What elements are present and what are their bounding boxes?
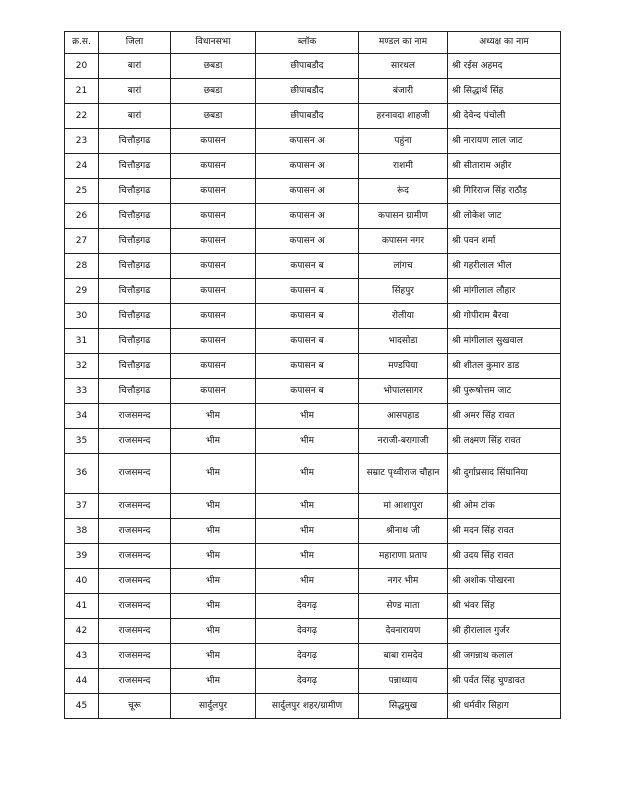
- president-cell: श्री ओम टांक: [448, 494, 561, 519]
- serial-cell: 28: [65, 254, 99, 279]
- mandal-cell: सिंहपुर: [359, 279, 448, 304]
- header-mandal-name: मण्डल का नाम: [359, 32, 448, 54]
- president-cell: श्री लक्ष्मण सिंह रावत: [448, 429, 561, 454]
- serial-cell: 37: [65, 494, 99, 519]
- district-cell: राजसमन्द: [99, 429, 171, 454]
- district-cell: चित्तौड़गढ: [99, 204, 171, 229]
- president-cell: श्री पर्वत सिंह चुण्डावत: [448, 669, 561, 694]
- mandal-cell: सेण्ड माता: [359, 594, 448, 619]
- mandal-cell: देवनारायण: [359, 619, 448, 644]
- serial-cell: 36: [65, 454, 99, 494]
- assembly-cell: कपासन: [171, 379, 256, 404]
- table-row: [65, 154, 561, 179]
- serial-cell: 23: [65, 129, 99, 154]
- mandal-cell: बंजारी: [359, 79, 448, 104]
- header-row: [65, 32, 561, 54]
- header-president-name: अध्यक्ष का नाम: [448, 32, 561, 54]
- mandal-cell: राशमी: [359, 154, 448, 179]
- serial-cell: 32: [65, 354, 99, 379]
- block-cell: भीम: [256, 429, 359, 454]
- serial-cell: 43: [65, 644, 99, 669]
- district-cell: राजसमन्द: [99, 594, 171, 619]
- president-cell: श्री जगन्नाथ कलाल: [448, 644, 561, 669]
- president-cell: श्री भंवर सिंह: [448, 594, 561, 619]
- assembly-cell: कपासन: [171, 179, 256, 204]
- mandal-cell: भादसोडा: [359, 329, 448, 354]
- block-cell: कपासन अ: [256, 229, 359, 254]
- block-cell: भीम: [256, 454, 359, 494]
- block-cell: कपासन अ: [256, 154, 359, 179]
- president-cell: श्री मांगीलाल सुखवाल: [448, 329, 561, 354]
- serial-cell: 41: [65, 594, 99, 619]
- mandal-cell: पहुंना: [359, 129, 448, 154]
- table-row: [65, 54, 561, 79]
- assembly-cell: कपासन: [171, 304, 256, 329]
- table-row: [65, 104, 561, 129]
- mandal-cell: मां आशापुरा: [359, 494, 448, 519]
- block-cell: भीम: [256, 494, 359, 519]
- table-row: [65, 404, 561, 429]
- president-cell: श्री गोपीराम बैरवा: [448, 304, 561, 329]
- table-row: [65, 594, 561, 619]
- assembly-cell: भीम: [171, 519, 256, 544]
- mandal-cell: कपासन ग्रामीण: [359, 204, 448, 229]
- assembly-cell: कपासन: [171, 129, 256, 154]
- district-cell: चित्तौड़गढ: [99, 279, 171, 304]
- serial-cell: 20: [65, 54, 99, 79]
- serial-cell: 24: [65, 154, 99, 179]
- assembly-cell: भीम: [171, 494, 256, 519]
- assembly-cell: कपासन: [171, 254, 256, 279]
- district-cell: चित्तौड़गढ: [99, 129, 171, 154]
- assembly-cell: सार्दुलपुर: [171, 694, 256, 719]
- table-row: [65, 379, 561, 404]
- block-cell: देवगढ़: [256, 619, 359, 644]
- president-cell: श्री सिद्धार्थ सिंह: [448, 79, 561, 104]
- block-cell: भीम: [256, 519, 359, 544]
- president-cell: श्री मांगीलाल लौहार: [448, 279, 561, 304]
- block-cell: देवगढ़: [256, 644, 359, 669]
- serial-cell: 44: [65, 669, 99, 694]
- assembly-cell: कपासन: [171, 154, 256, 179]
- assembly-cell: भीम: [171, 429, 256, 454]
- president-cell: श्री धर्मवीर सिहाग: [448, 694, 561, 719]
- block-cell: कपासन अ: [256, 129, 359, 154]
- block-cell: कपासन ब: [256, 329, 359, 354]
- table-row: [65, 304, 561, 329]
- district-cell: चित्तौड़गढ: [99, 154, 171, 179]
- header-district: जिला: [99, 32, 171, 54]
- mandal-cell: सारथल: [359, 54, 448, 79]
- block-cell: भीम: [256, 404, 359, 429]
- table-row: [65, 519, 561, 544]
- block-cell: देवगढ़: [256, 594, 359, 619]
- president-cell: श्री शीतल कुमार डाड: [448, 354, 561, 379]
- block-cell: कपासन ब: [256, 379, 359, 404]
- district-cell: चित्तौड़गढ: [99, 354, 171, 379]
- mandal-cell: कपासन नगर: [359, 229, 448, 254]
- serial-cell: 26: [65, 204, 99, 229]
- serial-cell: 35: [65, 429, 99, 454]
- president-cell: श्री गिरिराज सिंह राठौड़: [448, 179, 561, 204]
- table-row: [65, 254, 561, 279]
- assembly-cell: कपासन: [171, 229, 256, 254]
- block-cell: कपासन अ: [256, 204, 359, 229]
- serial-cell: 33: [65, 379, 99, 404]
- assembly-cell: भीम: [171, 669, 256, 694]
- mandal-cell: आसपहाड: [359, 404, 448, 429]
- assembly-cell: भीम: [171, 619, 256, 644]
- district-cell: राजसमन्द: [99, 619, 171, 644]
- mandal-cell: महाराणा प्रताप: [359, 544, 448, 569]
- president-cell: श्री देवेन्द पंचोली: [448, 104, 561, 129]
- serial-cell: 30: [65, 304, 99, 329]
- serial-cell: 31: [65, 329, 99, 354]
- mandal-cell: सिद्धमुख: [359, 694, 448, 719]
- assembly-cell: कपासन: [171, 354, 256, 379]
- table-row: [65, 129, 561, 154]
- mandal-cell: पन्नाध्याय: [359, 669, 448, 694]
- serial-cell: 38: [65, 519, 99, 544]
- district-cell: राजसमन्द: [99, 569, 171, 594]
- president-cell: श्री रईस अहमद: [448, 54, 561, 79]
- mandal-cell: भोपालसागर: [359, 379, 448, 404]
- district-cell: बारां: [99, 79, 171, 104]
- district-cell: चित्तौड़गढ: [99, 229, 171, 254]
- serial-cell: 29: [65, 279, 99, 304]
- president-cell: श्री सीताराम अहीर: [448, 154, 561, 179]
- block-cell: कपासन ब: [256, 279, 359, 304]
- district-cell: राजसमन्द: [99, 454, 171, 494]
- district-cell: चित्तौड़गढ: [99, 304, 171, 329]
- table-row: [65, 229, 561, 254]
- assembly-cell: छबडा: [171, 104, 256, 129]
- header-block: ब्लॉक: [256, 32, 359, 54]
- mandal-cell: श्रीनाथ जी: [359, 519, 448, 544]
- table-row: [65, 644, 561, 669]
- serial-cell: 39: [65, 544, 99, 569]
- president-cell: श्री अमर सिंह रावत: [448, 404, 561, 429]
- table-row: [65, 569, 561, 594]
- table-row: [65, 694, 561, 719]
- block-cell: कपासन ब: [256, 304, 359, 329]
- president-cell: श्री पुरूषोत्तम जाट: [448, 379, 561, 404]
- mandal-cell: रूंद: [359, 179, 448, 204]
- assembly-cell: छबडा: [171, 54, 256, 79]
- president-cell: श्री अशोक पोखरना: [448, 569, 561, 594]
- president-cell: श्री नारायण लाल जाट: [448, 129, 561, 154]
- mandal-president-table: [64, 31, 561, 719]
- block-cell: छीपाबडौद: [256, 79, 359, 104]
- district-cell: चित्तौड़गढ: [99, 179, 171, 204]
- block-cell: छीपाबडौद: [256, 54, 359, 79]
- block-cell: भीम: [256, 569, 359, 594]
- table-row: [65, 179, 561, 204]
- district-cell: राजसमन्द: [99, 669, 171, 694]
- header-assembly: विधानसभा: [171, 32, 256, 54]
- assembly-cell: कपासन: [171, 279, 256, 304]
- district-cell: राजसमन्द: [99, 644, 171, 669]
- table-row: [65, 454, 561, 494]
- mandal-cell: लांगच: [359, 254, 448, 279]
- table-row: [65, 79, 561, 104]
- mandal-cell: मण्डपिया: [359, 354, 448, 379]
- assembly-cell: भीम: [171, 454, 256, 494]
- table-row: [65, 279, 561, 304]
- table-row: [65, 429, 561, 454]
- block-cell: कपासन ब: [256, 354, 359, 379]
- table-row: [65, 204, 561, 229]
- serial-cell: 25: [65, 179, 99, 204]
- president-cell: श्री गहरीलाल भील: [448, 254, 561, 279]
- table-row: [65, 494, 561, 519]
- district-cell: बारां: [99, 54, 171, 79]
- assembly-cell: कपासन: [171, 329, 256, 354]
- assembly-cell: भीम: [171, 544, 256, 569]
- assembly-cell: भीम: [171, 404, 256, 429]
- district-cell: राजसमन्द: [99, 404, 171, 429]
- serial-cell: 22: [65, 104, 99, 129]
- district-cell: चित्तौड़गढ: [99, 379, 171, 404]
- president-cell: श्री मदन सिंह रावत: [448, 519, 561, 544]
- assembly-cell: कपासन: [171, 204, 256, 229]
- district-cell: चित्तौड़गढ: [99, 254, 171, 279]
- assembly-cell: भीम: [171, 644, 256, 669]
- district-cell: राजसमन्द: [99, 519, 171, 544]
- president-cell: श्री पवन शर्मा: [448, 229, 561, 254]
- assembly-cell: भीम: [171, 594, 256, 619]
- district-cell: चित्तौड़गढ: [99, 329, 171, 354]
- district-cell: बारां: [99, 104, 171, 129]
- district-cell: राजसमन्द: [99, 494, 171, 519]
- president-cell: श्री दुर्गाप्रसाद सिंघानिया: [448, 454, 561, 494]
- block-cell: सार्दुलपुर शहर/ग्रामीण: [256, 694, 359, 719]
- serial-cell: 45: [65, 694, 99, 719]
- assembly-cell: छबडा: [171, 79, 256, 104]
- serial-cell: 27: [65, 229, 99, 254]
- serial-cell: 21: [65, 79, 99, 104]
- block-cell: छीपाबडौद: [256, 104, 359, 129]
- president-cell: श्री हीरालाल गुर्जर: [448, 619, 561, 644]
- mandal-cell: सम्राट पृथ्वीराज चौहान: [359, 454, 448, 494]
- block-cell: कपासन ब: [256, 254, 359, 279]
- mandal-cell: नगर भीम: [359, 569, 448, 594]
- serial-cell: 42: [65, 619, 99, 644]
- president-cell: श्री उदय सिंह रावत: [448, 544, 561, 569]
- table-row: [65, 619, 561, 644]
- table-row: [65, 354, 561, 379]
- president-cell: श्री लोकेश जाट: [448, 204, 561, 229]
- mandal-cell: रोलीया: [359, 304, 448, 329]
- table-row: [65, 544, 561, 569]
- table-row: [65, 329, 561, 354]
- mandal-cell: हरनावदा शाहजी: [359, 104, 448, 129]
- district-cell: चूरू: [99, 694, 171, 719]
- mandal-cell: नराजी-बरागाजी: [359, 429, 448, 454]
- table-row: [65, 669, 561, 694]
- block-cell: कपासन अ: [256, 179, 359, 204]
- header-serial: क्र.स.: [65, 32, 99, 54]
- district-cell: राजसमन्द: [99, 544, 171, 569]
- block-cell: देवगढ़: [256, 669, 359, 694]
- serial-cell: 34: [65, 404, 99, 429]
- assembly-cell: भीम: [171, 569, 256, 594]
- block-cell: भीम: [256, 544, 359, 569]
- mandal-cell: बाबा रामदेव: [359, 644, 448, 669]
- serial-cell: 40: [65, 569, 99, 594]
